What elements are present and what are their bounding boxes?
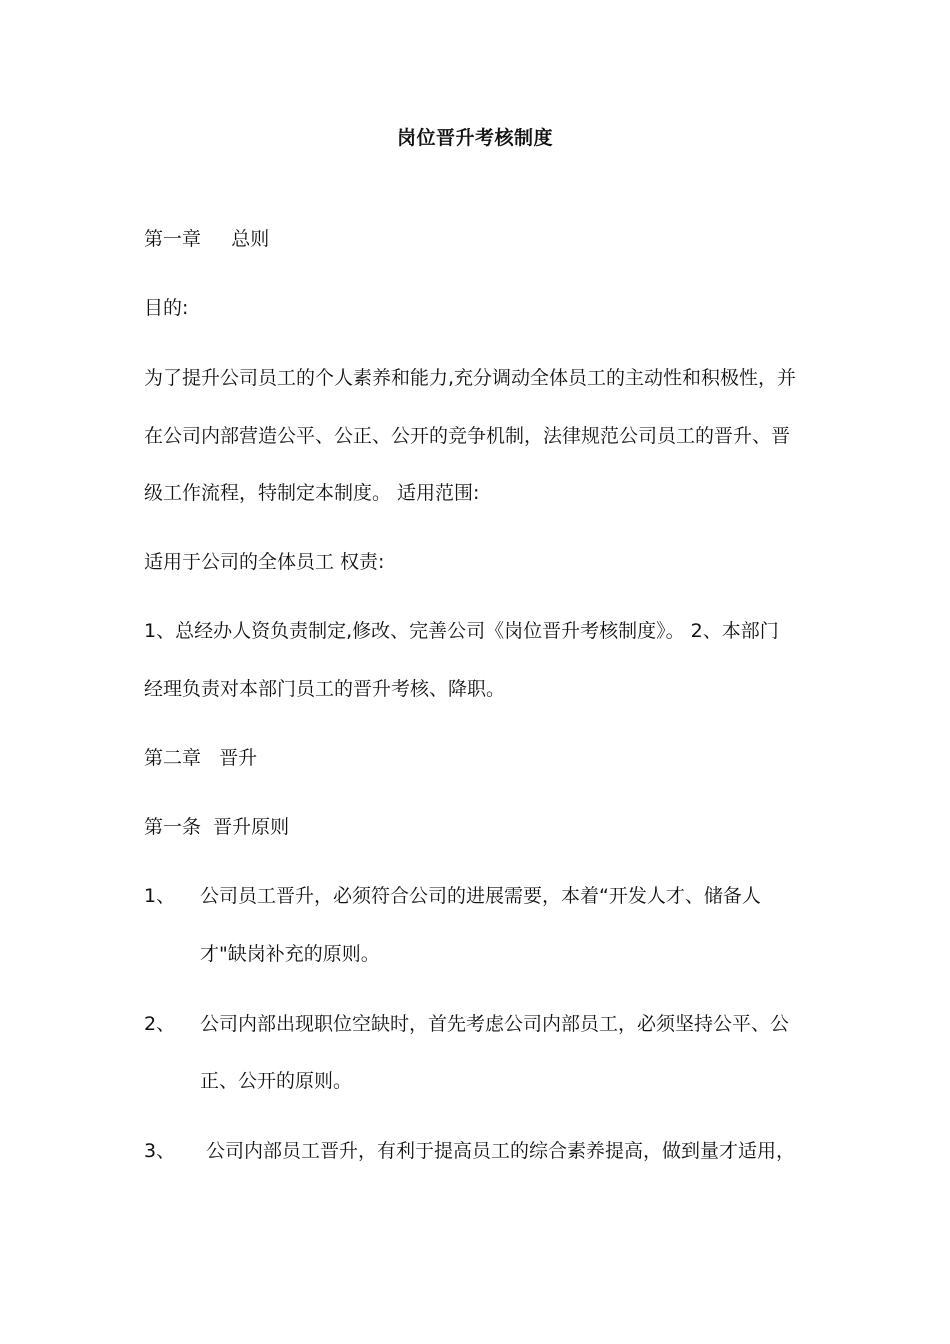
list-item-line: 正、公开的原则。: [200, 1070, 353, 1092]
article-1-heading: 第一条 晋升原则: [144, 816, 290, 838]
purpose-line: 为了提升公司员工的个人素养和能力,充分调动全体员工的主动性和积极性，并: [144, 367, 797, 389]
list-item-line: 公司内部员工晋升，有利于提高员工的综合素养提高，做到量才适用，: [200, 1140, 796, 1162]
chapter-2-heading: 第二章 晋升: [144, 747, 258, 769]
duty-line: 经理负责对本部门员工的晋升考核、降职。: [144, 678, 506, 700]
purpose-line: 级工作流程，特制定本制度。 适用范围:: [144, 482, 480, 504]
list-item-line: 才"缺岗补充的原则。: [200, 943, 380, 965]
chapter-1-heading: 第一章 总则: [144, 228, 270, 250]
purpose-line: 在公司内部营造公平、公正、公开的竞争机制，法律规范公司员工的晋升、晋: [144, 425, 791, 447]
document-title: 岗位晋升考核制度: [396, 127, 553, 149]
duty-line: 1、总经办人资负责制定,修改、完善公司《岗位晋升考核制度》。 2、本部门: [144, 620, 779, 642]
purpose-label: 目的:: [144, 297, 189, 319]
list-item-line: 公司员工晋升，必须符合公司的进展需要，本着“开发人才、储备人: [200, 885, 761, 907]
list-item-number: 1、: [144, 885, 176, 907]
list-item-number: 2、: [144, 1013, 176, 1035]
scope-line: 适用于公司的全体员工 权责:: [144, 551, 385, 573]
list-item-line: 公司内部出现职位空缺时，首先考虑公司内部员工，必须坚持公平、公: [200, 1013, 790, 1035]
list-item-number: 3、: [144, 1140, 176, 1162]
